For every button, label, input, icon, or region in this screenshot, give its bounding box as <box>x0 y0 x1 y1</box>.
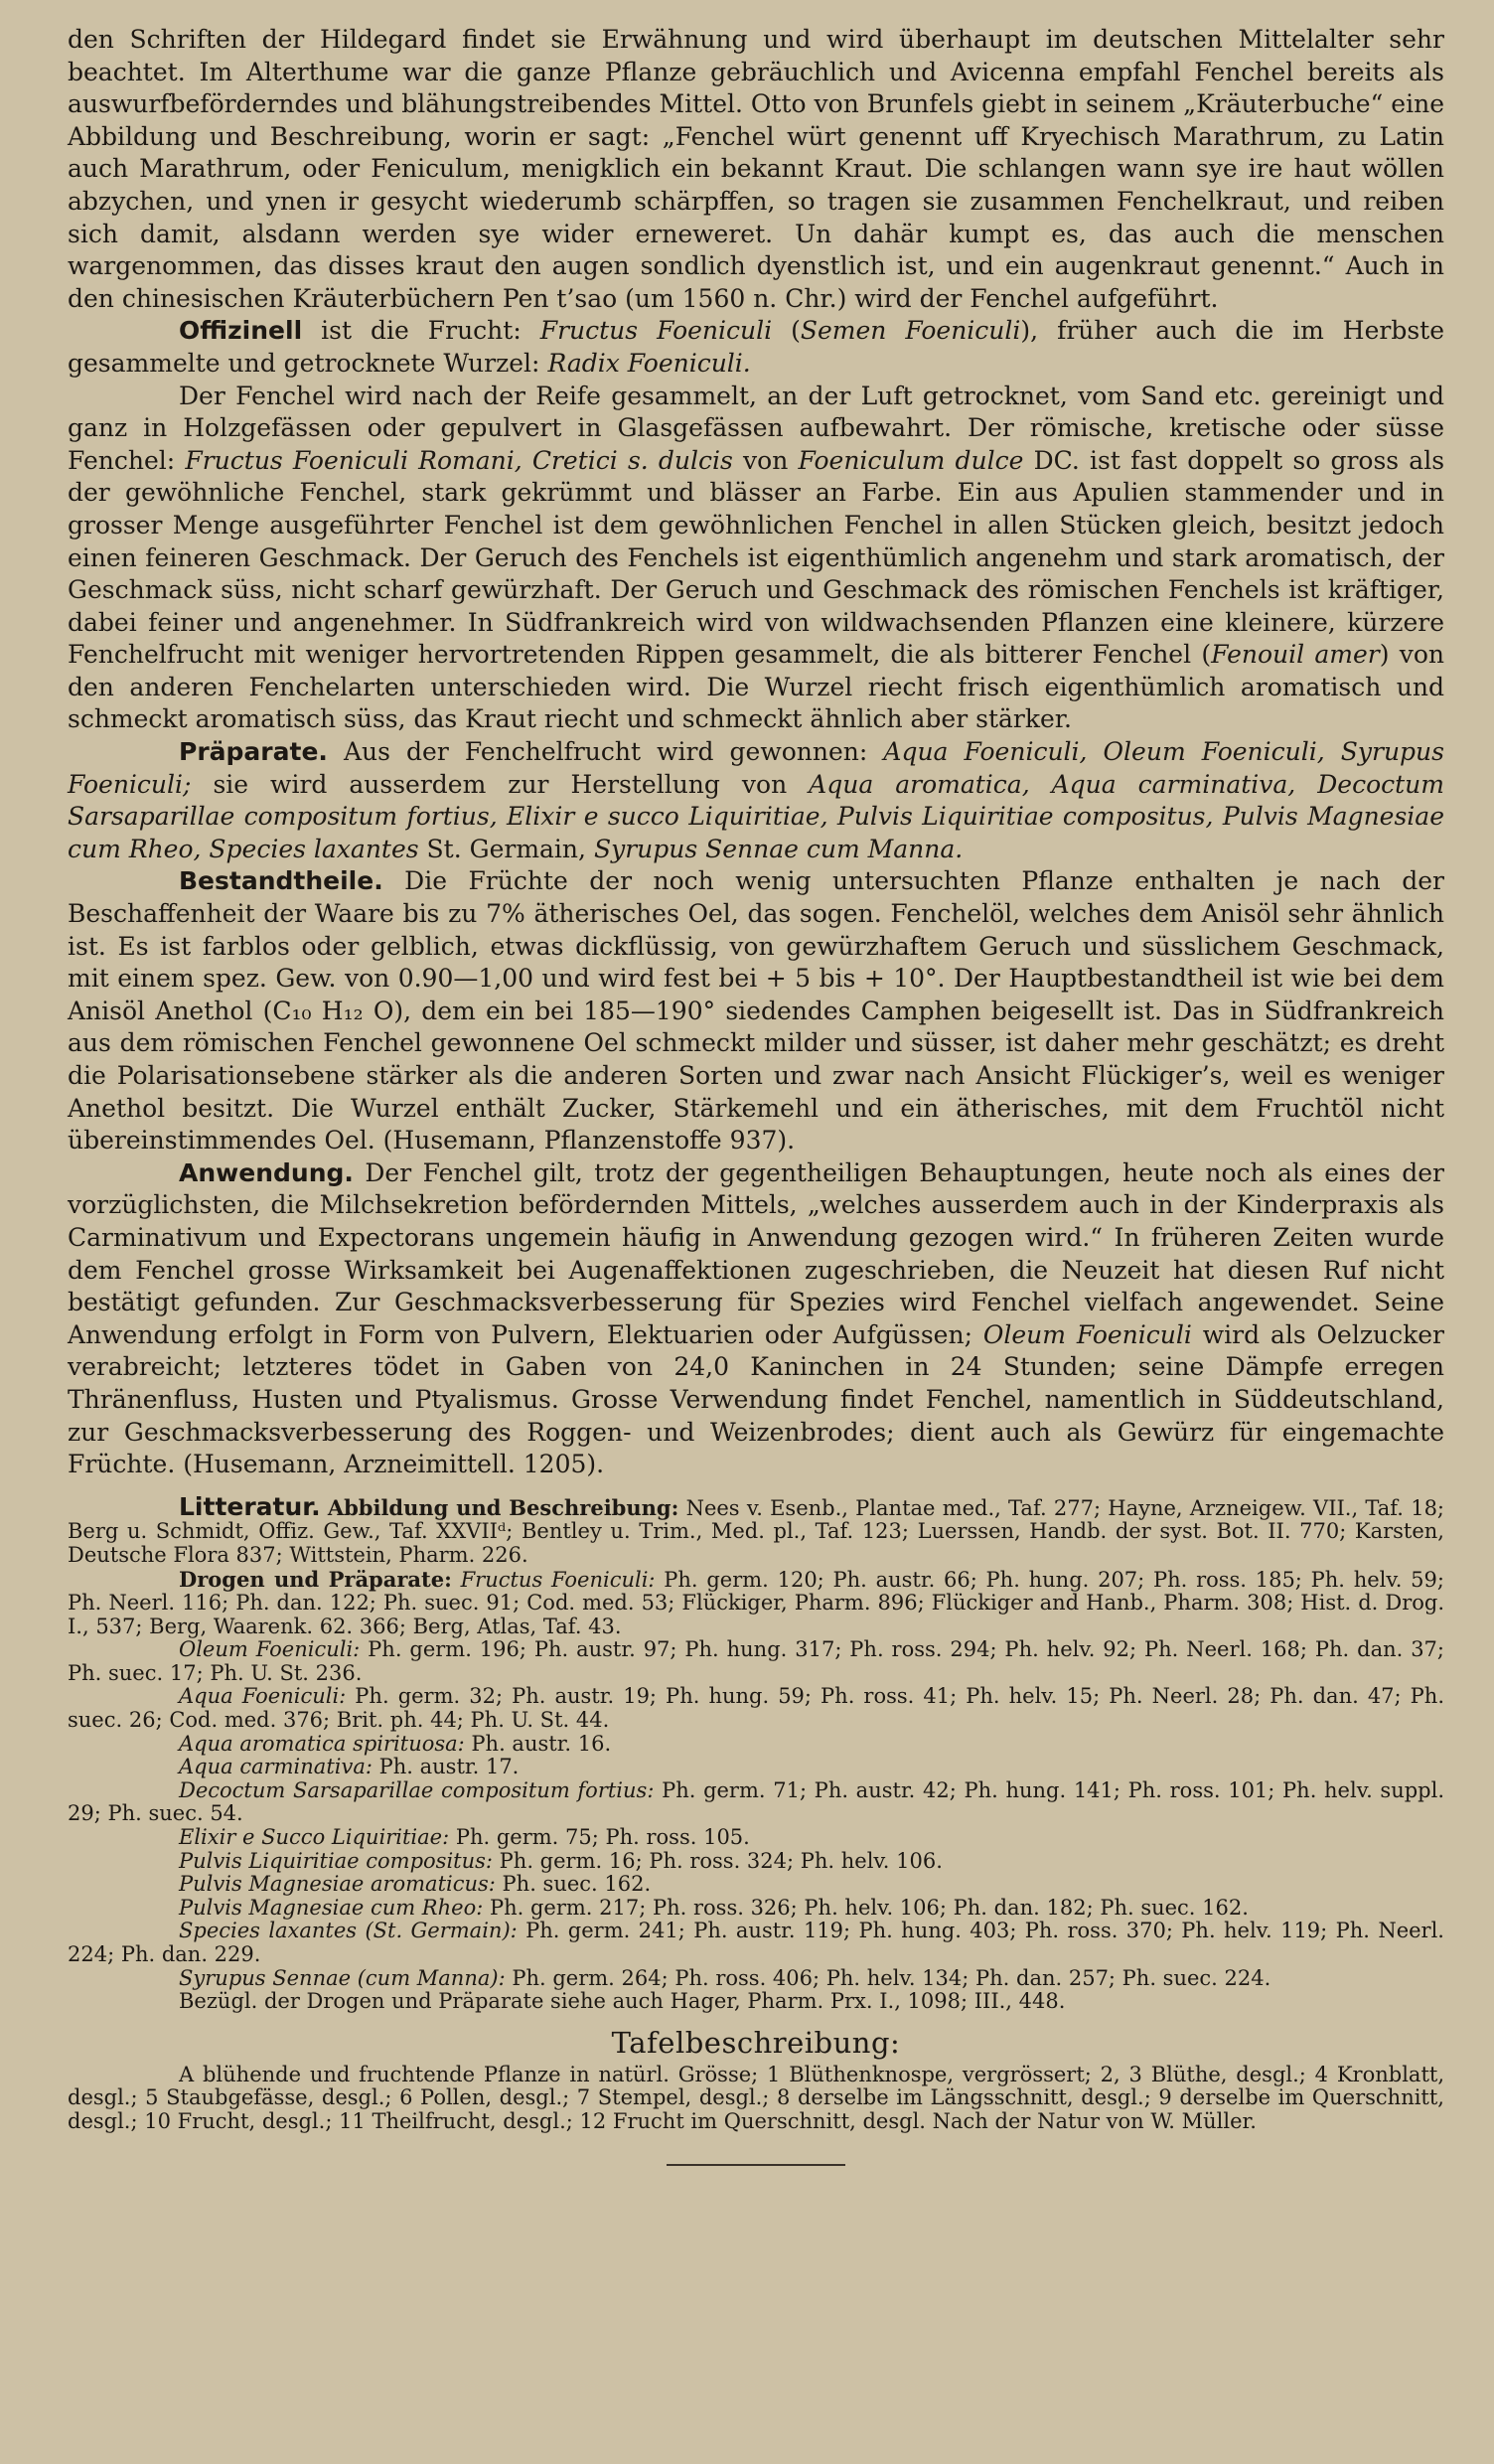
anwendung-text-1: Der Fenchel gilt, trotz der gegentheiligen Behauptungen, heute noch als eines der vorzüglichsten, die Milchsekretion befördernden Mittels, „welches ausserdem auch in der Kinderpraxis als Carminativum und Expectorans ungemein häufig in Anwendung gezogen wird.“ In früheren Zeiten wurde dem Fenchel grosse Wirksamkeit bei Augenaffektionen zugeschrieben, die Neuzeit hat diesen Ruf nicht bestätigt gefunden. Zur Geschmacksverbesserung für Spezies wird Fenchel vielfach angewendet. Seine Anwendung erfolgt in Form von Pulvern, Elektuarien oder Aufgüssen; <box>68 1157 1444 1349</box>
litteratur-aqua <box>68 1685 1444 1732</box>
anwendung-italic-1: Oleum Foeniculi <box>982 1319 1192 1349</box>
litteratur-oleum <box>68 1638 1444 1685</box>
litteratur-pulvis-magnesiae <box>68 1873 1444 1897</box>
oleum-italic: Oleum Foeniculi: <box>179 1637 361 1662</box>
pulvis-magnesiae-italic: Pulvis Magnesiae aromaticus: <box>179 1872 496 1897</box>
fenchel-text-4: ) von den anderen Fenchelarten unterschieden wird. Die Wurzel riecht frisch eigenthümlich aromatisch und schmeckt aromatisch süss, das Kraut riecht und schmeckt ähnlich aber stärker. <box>68 640 1444 734</box>
bestandtheile-heading: Bestandtheile. <box>179 866 383 896</box>
oleum-text: Ph. germ. 196; Ph. austr. 97; Ph. hung. 317; Ph. ross. 294; Ph. helv. 92; Ph. Neerl. 168; Ph. dan. 37; Ph. suec. 17; Ph. U. St. 236. <box>68 1637 1444 1685</box>
litteratur-pulvis-liquiritiae <box>68 1850 1444 1874</box>
praeparate-heading: Präparate. <box>179 737 328 767</box>
bestandtheile-text: Die Früchte der noch wenig untersuchten Pflanze enthalten je nach der Beschaffenheit der Waare bis zu 7% ätherisches Oel, das sogen. Fenchelöl, welches dem Anisöl sehr ähnlich ist. Es ist farblos oder gelblich, etwas dickflüssig, von gewürzhaftem Geruch und süsslichem Geschmack, mit einem spez. Gew. von 0.90—1,00 und wird fest bei + 5 bis + 10°. Der Hauptbestandtheil ist wie bei dem Anisöl Anethol (C₁₀ H₁₂ O), dem ein bei 185—190° siedendes Camphen beigesellt ist. Das in Südfrankreich aus dem römischen Fenchel gewonnene Oel schmeckt milder und süsser, ist daher mehr geschätzt; es dreht die Polarisationsebene stärker als die anderen Sorten und zwar nach Ansicht Flückiger’s, weil es weniger Anethol besitzt. Die Wurzel enthält Zucker, Stärkemehl und ein ätherisches, mit dem Fruchtöl nicht übereinstimmendes Oel. (Husemann, Pflanzenstoffe 937). <box>68 866 1444 1155</box>
fenchel-italic-3: Fenouil amer <box>1211 640 1380 670</box>
elixir-italic: Elixir e Succo Liquiritiae: <box>179 1825 450 1850</box>
syrupus-italic: Syrupus Sennae (cum Manna): <box>179 1965 506 1990</box>
species-italic: Species laxantes (St. Germain): <box>179 1919 518 1943</box>
aqua-carminativa-text: Ph. austr. 17. <box>372 1755 520 1779</box>
abbildung-text: Nees v. Esenb., Plantae med., Taf. 277; Hayne, Arzneigew. VII., Taf. 18; Berg u. Schmidt, Offiz. Gew., Taf. XXVIIᵈ; Bentley u. Trim., Med. pl., Taf. 123; Luerssen, Handb. der syst. Bot. II. 770; Karsten, Deutsche Flora 837; Wittstein, Pharm. 226. <box>68 1495 1444 1567</box>
praeparate-text-2: sie wird ausserdem zur Herstellung von <box>191 769 810 799</box>
offizinell-paragraph <box>68 315 1444 380</box>
litteratur-bezugl: Bezügl. der Drogen und Präparate siehe auch Hager, Pharm. Prx. I., 1098; III., 448. <box>179 1989 1066 2014</box>
praeparate-italic-1: Aqua Foeniculi, Oleum Foeniculi, Syrupus Foeniculi; <box>68 737 1444 799</box>
offizinell-heading: Offizinell <box>179 316 303 346</box>
offizinell-text-2: ( <box>772 316 801 346</box>
pulvis-liquiritiae-italic: Pulvis Liquiritiae compositus: <box>179 1848 493 1873</box>
praeparate-text-1: Aus der Fenchelfrucht wird gewonnen: <box>327 737 884 767</box>
pulvis-liquiritiae-text: Ph. germ. 16; Ph. ross. 324; Ph. helv. 106. <box>493 1848 943 1873</box>
decoctum-text: Ph. germ. 71; Ph. austr. 42; Ph. hung. 141; Ph. ross. 101; Ph. helv. suppl. 29; Ph. suec. 54. <box>68 1777 1444 1826</box>
litteratur-abbildung <box>68 1491 1444 1568</box>
pulvis-rheo-text: Ph. germ. 217; Ph. ross. 326; Ph. helv. 106; Ph. dan. 182; Ph. suec. 162. <box>483 1895 1249 1920</box>
litteratur-section <box>68 1491 1445 2014</box>
drogen-italic: Fructus Foeniculi: <box>460 1567 656 1592</box>
offizinell-italic-3: Radix Foeniculi. <box>547 348 751 378</box>
offizinell-italic-1: Fructus Foeniculi <box>539 316 773 346</box>
fenchel-description-paragraph <box>68 381 1444 737</box>
species-text: Ph. germ. 241; Ph. austr. 119; Ph. hung. 403; Ph. ross. 370; Ph. helv. 119; Ph. Neerl. 224; Ph. dan. 229. <box>68 1919 1444 1966</box>
offizinell-text-3: ), früher auch die im Herbste gesammelte und getrocknete Wurzel: <box>68 316 1444 378</box>
elixir-text: Ph. germ. 75; Ph. ross. 105. <box>449 1825 750 1850</box>
footer-rule <box>667 2164 845 2166</box>
tafel-text: A blühende und fruchtende Pflanze in natürl. Grösse; 1 Blüthenknospe, vergrössert; 2, 3 Blüthe, desgl.; 4 Kronblatt, desgl.; 5 Staubgefässe, desgl.; 6 Pollen, desgl.; 7 Stempel, desgl.; 8 derselbe im Längsschnitt, desgl.; 9 derselbe im Querschnitt, desgl.; 10 Frucht, desgl.; 11 Theilfrucht, desgl.; 12 Frucht im Querschnitt, desgl. Nach der Natur von W. Müller. <box>68 2062 1444 2133</box>
anwendung-text-2: wird als Oelzucker verabreicht; letzteres tödet in Gaben von 24,0 Kaninchen in 24 Stunden; seine Dämpfe erregen Thränenfluss, Husten und Ptyalismus. Grosse Verwendung findet Fenchel, namentlich in Süddeutschland, zur Geschmacksverbesserung des Roggen- und Weizenbrodes; dient auch als Gewürz für eingemachte Früchte. (Husemann, Arzneimittell. 1205). <box>68 1319 1445 1479</box>
litteratur-drogen <box>68 1568 1444 1639</box>
praeparate-italic-2: Aqua aromatica, Aqua carminativa, Decoctum Sarsaparillae compositum fortius, Elixir e succo Liquiritiae, Pulvis Liquiritiae compositus, Pulvis Magnesiae cum Rheo, Species laxantes <box>68 769 1444 863</box>
aqua-aromatica-text: Ph. austr. 16. <box>464 1731 612 1756</box>
fenchel-text-2: von <box>732 445 799 475</box>
litteratur-decoctum <box>68 1779 1444 1826</box>
litteratur-aqua-carminativa <box>68 1756 1444 1779</box>
praeparate-paragraph <box>68 736 1444 865</box>
tafel-title: Tafelbeschreibung: <box>611 2025 901 2060</box>
litteratur-aqua-aromatica <box>68 1733 1444 1757</box>
aqua-italic: Aqua Foeniculi: <box>179 1684 347 1709</box>
praeparate-text-3: St. Germain, <box>418 834 594 863</box>
bestandtheile-paragraph <box>68 865 1444 1156</box>
intro-paragraph: den Schriften der Hildegard findet sie Erwähnung und wird überhaupt im deutschen Mittelalter sehr beachtet. Im Alterthume war die ganze Pflanze gebräuchlich und Avicenna empfahl Fenchel bereits als auswurfbeförderndes und blähungstreibendes Mittel. Otto von Brunfels giebt in seinem „Kräuterbuche“ eine Abbildung und Beschreibung, worin er sagt: „Fenchel würt genennt uff Kryechisch Marathrum, zu Latin auch Marathrum, oder Feniculum, menigklich ein bekannt Kraut. Die schlangen wann sye ire haut wöllen abzychen, und ynen ir gesycht wiederumb schärpffen, so tragen sie zusammen Fenchelkraut, und reiben sich damit, alsdann werden sye wider erneweret. Un dahär kumpt es, das auch die menschen wargenommen, das disses kraut den augen sondlich dyenstlich ist, und ein augenkraut genennt.“ Auch in den chinesischen Kräuterbüchern Pen t’sao (um 1560 n. Chr.) wird der Fenchel aufgeführt. <box>68 25 1444 313</box>
aqua-text: Ph. germ. 32; Ph. austr. 19; Ph. hung. 59; Ph. ross. 41; Ph. helv. 15; Ph. Neerl. 28; Ph. dan. 47; Ph. suec. 26; Cod. med. 376; Brit. ph. 44; Ph. U. St. 44. <box>68 1684 1445 1733</box>
syrupus-text: Ph. germ. 264; Ph. ross. 406; Ph. helv. 134; Ph. dan. 257; Ph. suec. 224. <box>505 1965 1271 1990</box>
drogen-text: Ph. germ. 120; Ph. austr. 66; Ph. hung. 207; Ph. ross. 185; Ph. helv. 59; Ph. Neerl. 116; Ph. dan. 122; Ph. suec. 91; Cod. med. 53; Flückiger, Pharm. 896; Flückiger and Hanb., Pharm. 308; Hist. d. Drog. I., 537; Berg, Waarenk. 62. 366; Berg, Atlas, Taf. 43. <box>68 1567 1444 1638</box>
praeparate-italic-3: Syrupus Sennae cum Manna. <box>593 834 964 863</box>
pulvis-magnesiae-text: Ph. suec. 162. <box>495 1872 652 1897</box>
aqua-aromatica-italic: Aqua aromatica spirituosa: <box>179 1731 465 1756</box>
decoctum-italic: Decoctum Sarsaparillae compositum fortius: <box>179 1777 655 1802</box>
litteratur-elixir <box>68 1826 1444 1850</box>
fenchel-text-1: Der Fenchel wird nach der Reife gesammelt, an der Luft getrocknet, vom Sand etc. gereinigt und ganz in Holzgefässen oder gepulvert in Glasgefässen aufbewahrt. Der römische, kretische oder süsse Fenchel: <box>68 381 1444 475</box>
litteratur-species <box>68 1920 1444 1966</box>
pulvis-rheo-italic: Pulvis Magnesiae cum Rheo: <box>179 1895 484 1920</box>
drogen-heading: Drogen und Präparate: <box>179 1566 452 1592</box>
litteratur-heading: Litteratur. <box>179 1491 321 1521</box>
anwendung-paragraph <box>68 1157 1444 1481</box>
offizinell-italic-2: Semen Foeniculi <box>800 316 1021 346</box>
fenchel-text-3: DC. ist fast doppelt so gross als der gewöhnliche Fenchel, stark gekrümmt und blässer an Farbe. Ein aus Apulien stammender und in grosser Menge ausgeführter Fenchel ist dem gewöhnlichen Fenchel in allen Stücken gleich, besitzt jedoch einen feineren Geschmack. Der Geruch des Fenchels ist eigenthümlich angenehm und stark aromatisch, der Geschmack süss, nicht scharf gewürzhaft. Der Geruch und Geschmack des römischen Fenchels ist kräftiger, dabei feiner und angenehmer. In Südfrankreich wird von wildwachsenden Pflanzen eine kleinere, kürzere Fenchelfrucht mit weniger hervortretenden Rippen gesammelt, die als bitterer Fenchel ( <box>68 445 1445 670</box>
litteratur-syrupus <box>68 1967 1444 1991</box>
abbildung-heading: Abbildung und Beschreibung: <box>327 1494 679 1520</box>
litteratur-pulvis-rheo <box>68 1897 1444 1921</box>
fenchel-italic-2: Foeniculum dulce <box>798 445 1024 475</box>
fenchel-italic-1: Fructus Foeniculi Romani, Cretici s. dulcis <box>185 445 733 475</box>
offizinell-text-1: ist die Frucht: <box>302 316 540 346</box>
aqua-carminativa-italic: Aqua carminativa: <box>179 1755 373 1779</box>
anwendung-heading: Anwendung. <box>179 1157 354 1187</box>
